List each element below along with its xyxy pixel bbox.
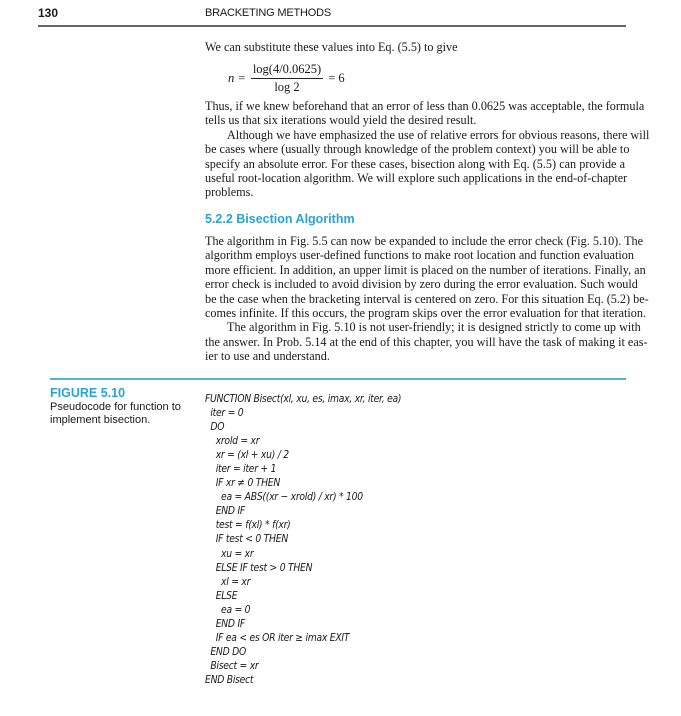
code-line: xrold = xr [205, 435, 260, 448]
code-line: Bisect = xr [205, 659, 259, 672]
code-line: iter = iter + 1 [205, 463, 277, 476]
code-line: END DO [205, 645, 246, 658]
text-line: be cases where (usually through knowledge of the problem context) you will be able to [205, 142, 630, 157]
text-line: more efficient. In addition, an upper limit is placed on the number of iterations. Finally, an [205, 262, 646, 277]
section-heading: 5.2.2 Bisection Algorithm [205, 212, 355, 226]
code-line: ELSE [205, 589, 238, 602]
equation-lhs: n = [228, 71, 246, 85]
page-number: 130 [38, 6, 59, 20]
figure-rule [50, 378, 626, 380]
code-line: DO [205, 421, 225, 434]
code-line: ELSE IF test > 0 THEN [205, 561, 313, 574]
text-line: Although we have emphasized the use of relative errors for obvious reasons, there will [227, 127, 650, 142]
code-line: IF test < 0 THEN [205, 533, 288, 546]
text-line: Thus, if we knew beforehand that an error of less than 0.0625 was acceptable, the formula [205, 99, 645, 113]
equation-fraction [251, 62, 323, 95]
code-line: ea = 0 [205, 603, 251, 616]
code-line: END IF [205, 617, 245, 630]
figure-title: FIGURE 5.10 [50, 386, 126, 400]
code-line: xu = xr [205, 547, 254, 560]
equation-denominator: log 2 [274, 80, 300, 94]
equation-numerator: log(4/0.0625) [251, 62, 323, 79]
paragraph-1 [205, 99, 650, 200]
code-line: test = f(xl) * f(xr) [205, 519, 291, 532]
code-line: ea = ABS((xr − xrold) / xr) * 100 [205, 491, 363, 504]
equation-rhs: = 6 [328, 71, 345, 85]
pseudocode [205, 392, 401, 687]
text-line: The algorithm in Fig. 5.10 is not user-friendly; it is designed strictly to come up with [227, 320, 641, 335]
code-line: IF ea < es OR iter ≥ imax EXIT [205, 631, 350, 644]
code-line: END Bisect [205, 673, 254, 686]
text-line: ier to use and understand. [205, 349, 330, 364]
text-line: problems. [205, 185, 254, 200]
header-rule [38, 25, 626, 27]
running-head: BRACKETING METHODS [205, 7, 331, 19]
code-line: FUNCTION Bisect(xl, xu, es, imax, xr, iter, ea) [205, 393, 402, 405]
text-line: useful root-location algorithm. We will explore such applications in the end-of-chapter [205, 171, 628, 186]
code-line: xl = xr [205, 575, 251, 588]
code-line: iter = 0 [205, 407, 244, 420]
text-line: the answer. In Prob. 5.14 at the end of this chapter, you will have the task of making it eas- [205, 334, 648, 349]
text-line: The algorithm in Fig. 5.5 can now be expanded to include the error check (Fig. 5.10). The [205, 234, 644, 248]
paragraph-3 [205, 234, 649, 364]
text-line: comes infinite. If this occurs, the program skips over the error evaluation for that iteration. [205, 306, 646, 321]
text-line: error check is included to avoid division by zero during the error evaluation. Such would [205, 277, 638, 292]
text-line: be the case when the bracketing interval is centered on zero. For this situation Eq. (5.2) be- [205, 291, 649, 306]
code-line: xr = (xl + xu) / 2 [205, 449, 289, 462]
figure-caption: Pseudocode for function to implement bisection. [50, 401, 181, 426]
text-line: specify an absolute error. For these cases, bisection along with Eq. (5.5) can provide a [205, 156, 625, 171]
text-line: algorithm employs user-defined functions to make root location and function evaluation [205, 248, 634, 263]
code-line: IF xr ≠ 0 THEN [205, 477, 281, 490]
intro-text: We can substitute these values into Eq. (5.5) to give [205, 40, 458, 54]
code-line: END IF [205, 505, 245, 518]
equation [228, 62, 345, 95]
text-line: tells us that six iterations would yield the desired result. [205, 113, 477, 128]
